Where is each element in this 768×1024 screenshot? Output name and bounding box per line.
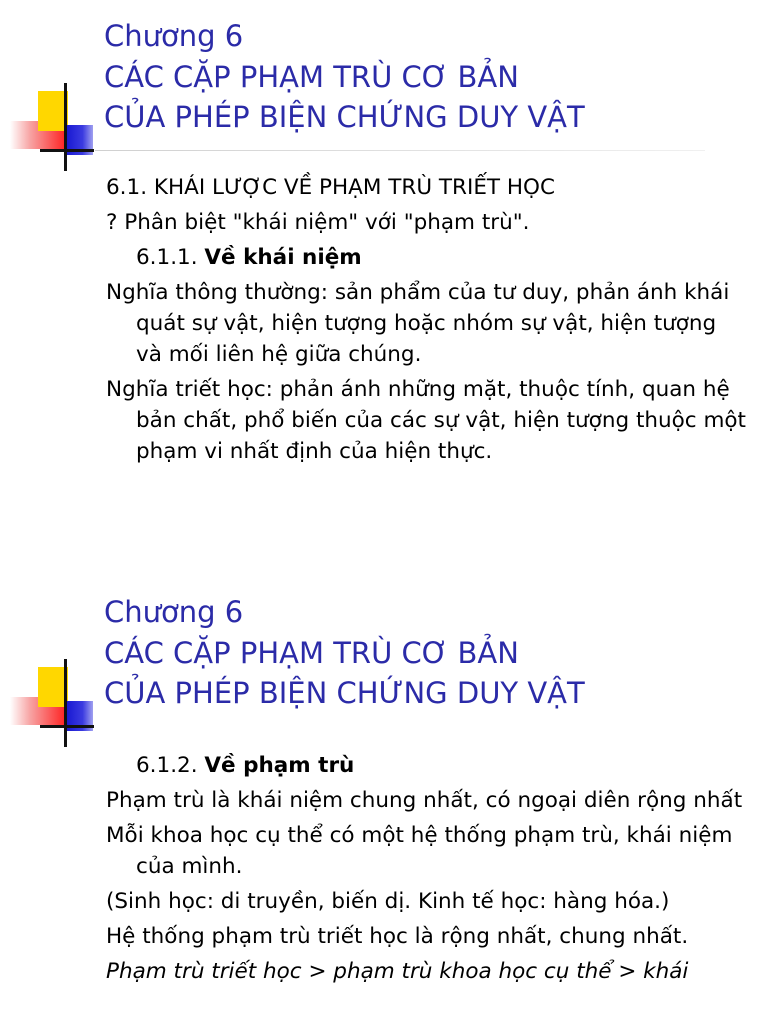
vertical-line-shape — [64, 83, 67, 171]
subsection-heading — [106, 242, 746, 273]
vertical-line-shape — [64, 659, 67, 747]
subsection-title: Về khái niệm — [204, 245, 362, 270]
slide-title — [104, 16, 585, 138]
slide-body — [106, 172, 746, 467]
slide-body — [106, 750, 746, 987]
paragraph-science-categories: Mỗi khoa học cụ thể có một hệ thống phạm trù, khái niệm của mình. — [106, 823, 733, 879]
paragraph-examples: (Sinh học: di truyền, biến dị. Kinh tế học: hàng hóa.) — [106, 889, 670, 914]
slide-decoration — [0, 0, 100, 175]
slide-2 — [0, 576, 768, 1024]
title-line-3: CỦA PHÉP BIỆN CHỨNG DUY VẬT — [104, 100, 585, 134]
paragraph-comparison: Phạm trù triết học > phạm trù khoa học cụ thể > khái — [106, 959, 689, 984]
paragraph-philosophy-system: Hệ thống phạm trù triết học là rộng nhất, chung nhất. — [106, 924, 689, 949]
horizontal-line-shape — [40, 725, 94, 728]
title-divider — [95, 150, 705, 151]
title-line-3: CỦA PHÉP BIỆN CHỨNG DUY VẬT — [104, 676, 585, 710]
question-text: ? Phân biệt "khái niệm" với "phạm trù". — [106, 210, 530, 235]
title-line-1: Chương 6 — [104, 19, 244, 53]
paragraph-philosophical-meaning: Nghĩa triết học: phản ánh những mặt, thuộc tính, quan hệ bản chất, phổ biến của các sự vật, hiện tượng thuộc một phạm vi nhất định của hiện thực. — [106, 377, 746, 464]
paragraph-category-definition: Phạm trù là khái niệm chung nhất, có ngoại diên rộng nhất — [106, 788, 743, 813]
title-line-2: CÁC CẶP PHẠM TRÙ CƠ BẢN — [104, 635, 519, 670]
subsection-number: 6.1.2. — [136, 753, 205, 778]
subsection-title: Về phạm trù — [204, 753, 355, 778]
subsection-number: 6.1.1. — [136, 245, 205, 270]
section-heading: 6.1. KHÁI LƯỢC VỀ PHẠM TRÙ TRIẾT HỌC — [106, 175, 555, 200]
slide-title — [104, 592, 585, 714]
paragraph-common-meaning: Nghĩa thông thường: sản phẩm của tư duy, phản ánh khái quát sự vật, hiện tượng hoặc nhóm sự vật, hiện tượng và mối liên hệ giữa chúng. — [106, 280, 730, 367]
title-line-1: Chương 6 — [104, 595, 244, 629]
horizontal-line-shape — [40, 149, 94, 152]
slide-1 — [0, 0, 768, 500]
title-line-2: CÁC CẶP PHẠM TRÙ CƠ BẢN — [104, 59, 519, 94]
slide-decoration — [0, 576, 100, 751]
subsection-heading — [106, 750, 746, 781]
